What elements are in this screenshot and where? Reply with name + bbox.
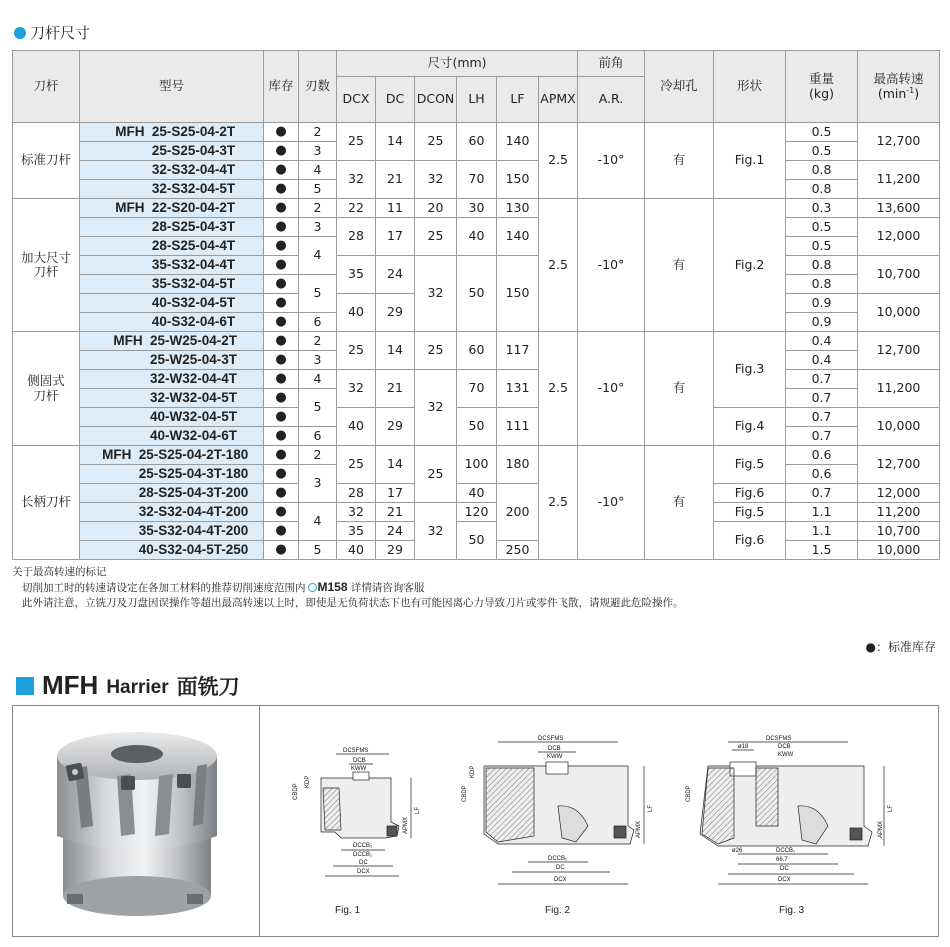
fig2-label-dccb1: DCCB₁ bbox=[548, 856, 568, 862]
weight-cell: 0.7 bbox=[786, 389, 858, 408]
panel-divider bbox=[259, 706, 260, 936]
lh-cell: 50 bbox=[457, 408, 497, 446]
lf-cell: 180 bbox=[497, 446, 539, 484]
weight-cell: 0.8 bbox=[786, 275, 858, 294]
weight-cell: 1.1 bbox=[786, 503, 858, 522]
apmx-cell: 2.5 bbox=[539, 332, 578, 446]
speed-cell: 10,700 bbox=[858, 256, 940, 294]
fig3-label-dia18: ø18 bbox=[738, 744, 749, 750]
lf-cell: 150 bbox=[497, 256, 539, 332]
dc-cell: 17 bbox=[376, 484, 415, 503]
dc-cell: 29 bbox=[376, 294, 415, 332]
dc-cell: 21 bbox=[376, 503, 415, 522]
coolant-cell: 有 bbox=[645, 446, 714, 560]
fig1-label-dcx: DCX bbox=[357, 869, 370, 875]
teeth-cell: 4 bbox=[299, 370, 337, 389]
group-standard bbox=[13, 123, 940, 199]
dcx-cell: 40 bbox=[337, 408, 376, 446]
weight-cell: 0.5 bbox=[786, 237, 858, 256]
lf-cell: 111 bbox=[497, 408, 539, 446]
model-cell: 35-S32-04-5T bbox=[80, 275, 264, 294]
fig2-label-dcx: DCX bbox=[554, 877, 567, 883]
model-cell: 40-W32-04-6T bbox=[80, 427, 264, 446]
fig1-drawing bbox=[281, 726, 431, 896]
dcx-cell: 25 bbox=[337, 123, 376, 161]
fig3-label-dc: DC bbox=[780, 866, 789, 872]
table-header bbox=[13, 51, 940, 123]
holder-type: 加大尺寸刀杆 bbox=[13, 199, 80, 332]
fig3-label-dcb: DCB bbox=[778, 744, 791, 750]
ar-cell: -10° bbox=[578, 123, 645, 199]
stock-mark: ● bbox=[264, 123, 299, 142]
note-speed-reference: 切削加工时的转速请设定在各加工材料的推荐切削速度范围内 M158 详情请咨询客服 bbox=[22, 580, 425, 594]
dcx-cell: 32 bbox=[337, 503, 376, 522]
dcon-cell: 32 bbox=[415, 256, 457, 332]
stock-mark: ● bbox=[264, 446, 299, 465]
weight-cell: 0.4 bbox=[786, 351, 858, 370]
apmx-cell: 2.5 bbox=[539, 123, 578, 199]
fig3-label-cbdp: CBDP bbox=[686, 785, 692, 802]
fig-cell: Fig.1 bbox=[714, 123, 786, 199]
figure-panel bbox=[12, 705, 939, 937]
speed-cell: 12,700 bbox=[858, 446, 940, 484]
teeth-cell: 3 bbox=[299, 218, 337, 237]
lf-cell: 150 bbox=[497, 161, 539, 199]
col-apmx: APMX bbox=[539, 77, 578, 123]
dcx-cell: 35 bbox=[337, 256, 376, 294]
speed-cell: 11,200 bbox=[858, 503, 940, 522]
stock-mark: ● bbox=[264, 256, 299, 275]
stock-mark: ● bbox=[264, 522, 299, 541]
table-row bbox=[13, 503, 940, 522]
teeth-cell: 6 bbox=[299, 427, 337, 446]
dc-cell: 14 bbox=[376, 446, 415, 484]
fig3-label-dcx: DCX bbox=[778, 877, 791, 883]
holder-type: 侧固式刀杆 bbox=[13, 332, 80, 446]
fig1-label-apmx: APMX bbox=[403, 816, 409, 834]
dcon-cell: 25 bbox=[415, 123, 457, 161]
weight-cell: 0.8 bbox=[786, 161, 858, 180]
model-cell: 32-W32-04-5T bbox=[80, 389, 264, 408]
table-row bbox=[13, 370, 940, 389]
model-cell: MFH 22-S20-04-2T bbox=[80, 199, 264, 218]
dc-cell: 14 bbox=[376, 332, 415, 370]
model-cell: 40-W32-04-5T bbox=[80, 408, 264, 427]
stock-mark: ● bbox=[264, 161, 299, 180]
weight-cell: 0.3 bbox=[786, 199, 858, 218]
fig1-label-kww: KWW bbox=[351, 766, 367, 772]
fig2-drawing bbox=[458, 726, 658, 896]
speed-cell: 10,700 bbox=[858, 522, 940, 541]
holder-type: 长柄刀杆 bbox=[13, 446, 80, 560]
ar-cell: -10° bbox=[578, 446, 645, 560]
fig2-label-lf: LF bbox=[648, 804, 654, 812]
model-cell: 28-S25-04-4T bbox=[80, 237, 264, 256]
dcx-cell: 32 bbox=[337, 161, 376, 199]
table-row bbox=[13, 408, 940, 427]
coolant-cell: 有 bbox=[645, 123, 714, 199]
holder-type: 标准刀杆 bbox=[13, 123, 80, 199]
fig1-caption: Fig. 1 bbox=[335, 905, 361, 916]
stock-mark: ● bbox=[264, 370, 299, 389]
model-cell: MFH 25-S25-04-2T-180 bbox=[80, 446, 264, 465]
stock-mark: ● bbox=[264, 275, 299, 294]
stock-mark: ● bbox=[264, 142, 299, 161]
stock-mark: ● bbox=[264, 199, 299, 218]
dc-cell: 21 bbox=[376, 161, 415, 199]
col-lh: LH bbox=[457, 77, 497, 123]
lf-cell: 130 bbox=[497, 199, 539, 218]
table-row bbox=[13, 161, 940, 180]
dcx-cell: 22 bbox=[337, 199, 376, 218]
dcx-cell: 28 bbox=[337, 484, 376, 503]
weight-cell: 0.9 bbox=[786, 313, 858, 332]
dc-cell: 24 bbox=[376, 522, 415, 541]
dcx-cell: 35 bbox=[337, 522, 376, 541]
table-row bbox=[13, 123, 940, 142]
coolant-cell: 有 bbox=[645, 199, 714, 332]
teeth-cell: 5 bbox=[299, 275, 337, 313]
stock-mark: ● bbox=[264, 503, 299, 522]
col-stock: 库存 bbox=[264, 51, 299, 123]
weight-cell: 0.5 bbox=[786, 218, 858, 237]
dc-cell: 14 bbox=[376, 123, 415, 161]
weight-cell: 0.9 bbox=[786, 294, 858, 313]
col-dcx: DCX bbox=[337, 77, 376, 123]
dcon-cell: 25 bbox=[415, 218, 457, 256]
lh-cell: 60 bbox=[457, 123, 497, 161]
product-title bbox=[16, 670, 240, 701]
note-warning: 此外请注意，立铣刀及刀盘因误操作等超出最高转速以上时，即使是无负荷状态下也有可能因离心力导致刀片或零件飞散，请规避此危险操作。 bbox=[22, 597, 684, 609]
table-row bbox=[13, 332, 940, 351]
model-cell: MFH 25-W25-04-2T bbox=[80, 332, 264, 351]
fig3-label-dccb1: DCCB₁ bbox=[776, 848, 796, 854]
bullet-dot-icon bbox=[14, 27, 26, 39]
teeth-cell: 2 bbox=[299, 199, 337, 218]
note-heading: 关于最高转速的标记 bbox=[12, 566, 107, 578]
stock-mark: ● bbox=[264, 332, 299, 351]
lh-cell: 100 bbox=[457, 446, 497, 484]
model-cell: 25-W25-04-3T bbox=[80, 351, 264, 370]
stock-mark: ● bbox=[264, 294, 299, 313]
stock-mark: ● bbox=[264, 427, 299, 446]
table-row bbox=[13, 256, 940, 275]
col-dcon: DCON bbox=[415, 77, 457, 123]
dcx-cell: 40 bbox=[337, 294, 376, 332]
weight-cell: 1.5 bbox=[786, 541, 858, 560]
fig1-label-dc: DC bbox=[359, 860, 368, 866]
model-cell: 28-S25-04-3T-200 bbox=[80, 484, 264, 503]
col-lf: LF bbox=[497, 77, 539, 123]
table-row bbox=[13, 218, 940, 237]
col-weight: 重量 (kg) bbox=[786, 51, 858, 123]
fig3-label-kww: KWW bbox=[778, 752, 794, 758]
col-dims: 尺寸(mm) bbox=[337, 51, 578, 77]
stock-mark: ● bbox=[264, 237, 299, 256]
section-title: 刀杆尺寸 bbox=[30, 24, 91, 42]
speed-cell: 13,600 bbox=[858, 199, 940, 218]
teeth-cell: 4 bbox=[299, 161, 337, 180]
col-shape: 形状 bbox=[714, 51, 786, 123]
weight-cell: 0.6 bbox=[786, 465, 858, 484]
fig3-label-dcsfms: DCSFMS bbox=[766, 736, 792, 742]
model-cell: 35-S32-04-4T bbox=[80, 256, 264, 275]
table-row bbox=[13, 199, 940, 218]
lf-cell: 140 bbox=[497, 123, 539, 161]
weight-cell: 0.7 bbox=[786, 408, 858, 427]
dc-cell: 29 bbox=[376, 408, 415, 446]
dc-cell: 29 bbox=[376, 541, 415, 560]
teeth-cell: 4 bbox=[299, 237, 337, 275]
weight-cell: 0.7 bbox=[786, 427, 858, 446]
table-row bbox=[13, 522, 940, 541]
teeth-cell: 3 bbox=[299, 465, 337, 503]
model-cell: 25-S25-04-3T-180 bbox=[80, 465, 264, 484]
dcx-cell: 28 bbox=[337, 218, 376, 256]
teeth-cell: 6 bbox=[299, 313, 337, 332]
dcon-cell: 20 bbox=[415, 199, 457, 218]
model-cell: 40-S32-04-5T-250 bbox=[80, 541, 264, 560]
product-name: Harrier bbox=[106, 676, 169, 698]
stock-mark: ● bbox=[264, 313, 299, 332]
col-maxspeed: 最高转速 $(\min^{-1})$ bbox=[858, 51, 940, 123]
page-reference-icon bbox=[308, 583, 317, 592]
col-dc: DC bbox=[376, 77, 415, 123]
ar-cell: -10° bbox=[578, 199, 645, 332]
dc-cell: 21 bbox=[376, 370, 415, 408]
fig3-label-dia26: ø26 bbox=[732, 848, 743, 854]
apmx-cell: 2.5 bbox=[539, 199, 578, 332]
fig3-label-lf: LF bbox=[888, 804, 894, 812]
dcon-cell: 25 bbox=[415, 332, 457, 370]
stock-mark: ● bbox=[264, 465, 299, 484]
stock-legend: ●：标准库存 bbox=[865, 640, 936, 654]
apmx-cell: 2.5 bbox=[539, 446, 578, 560]
dc-cell: 11 bbox=[376, 199, 415, 218]
weight-cell: 0.7 bbox=[786, 484, 858, 503]
model-cell: 40-S32-04-6T bbox=[80, 313, 264, 332]
fig1-label-lf: LF bbox=[415, 806, 421, 814]
dcx-cell: 25 bbox=[337, 446, 376, 484]
lh-cell: 40 bbox=[457, 484, 497, 503]
group-side-lock bbox=[13, 332, 940, 446]
dcon-cell: 32 bbox=[415, 370, 457, 446]
model-cell: MFH 25-S25-04-2T bbox=[80, 123, 264, 142]
footnotes bbox=[12, 565, 684, 611]
fig3-drawing bbox=[678, 726, 903, 896]
lh-cell: 30 bbox=[457, 199, 497, 218]
dcon-cell: 32 bbox=[415, 503, 457, 560]
lf-cell: 117 bbox=[497, 332, 539, 370]
dcx-cell: 32 bbox=[337, 370, 376, 408]
fig3-label-apmx: APMX bbox=[878, 820, 884, 838]
weight-cell: 0.8 bbox=[786, 256, 858, 275]
fig-cell: Fig.3 bbox=[714, 332, 786, 408]
weight-cell: 0.8 bbox=[786, 180, 858, 199]
fig2-label-dcb: DCB bbox=[548, 746, 561, 752]
stock-mark: ● bbox=[264, 408, 299, 427]
model-cell: 32-S32-04-5T bbox=[80, 180, 264, 199]
fig1-label-kdp: KDP bbox=[305, 775, 311, 788]
speed-cell: 11,200 bbox=[858, 161, 940, 199]
weight-cell: 0.4 bbox=[786, 332, 858, 351]
fig-cell: Fig.2 bbox=[714, 199, 786, 332]
stock-mark: ● bbox=[264, 218, 299, 237]
table-row bbox=[13, 484, 940, 503]
col-rake: 前角 bbox=[578, 51, 645, 77]
lh-cell: 40 bbox=[457, 218, 497, 256]
speed-cell: 12,000 bbox=[858, 484, 940, 503]
weight-cell: 0.7 bbox=[786, 370, 858, 389]
coolant-cell: 有 bbox=[645, 332, 714, 446]
model-cell: 40-S32-04-5T bbox=[80, 294, 264, 313]
fig1-label-dcsfms: DCSFMS bbox=[343, 748, 369, 754]
teeth-cell: 4 bbox=[299, 503, 337, 541]
weight-cell: 0.6 bbox=[786, 446, 858, 465]
lh-cell: 50 bbox=[457, 256, 497, 332]
teeth-cell: 2 bbox=[299, 446, 337, 465]
col-coolant: 冷却孔 bbox=[645, 51, 714, 123]
speed-cell: 12,700 bbox=[858, 123, 940, 161]
lh-cell: 120 bbox=[457, 503, 497, 522]
stock-mark: ● bbox=[264, 180, 299, 199]
col-teeth: 刃数 bbox=[299, 51, 337, 123]
fig2-label-kww: KWW bbox=[547, 754, 563, 760]
fig-cell: Fig.6 bbox=[714, 522, 786, 560]
weight-cell: 0.5 bbox=[786, 123, 858, 142]
speed-cell: 10,000 bbox=[858, 541, 940, 560]
lh-cell: 50 bbox=[457, 522, 497, 560]
title-square-icon bbox=[16, 677, 34, 695]
dcon-cell: 25 bbox=[415, 446, 457, 503]
fig-cell: Fig.6 bbox=[714, 484, 786, 503]
teeth-cell: 5 bbox=[299, 541, 337, 560]
speed-cell: 12,000 bbox=[858, 218, 940, 256]
weight-cell: 0.5 bbox=[786, 142, 858, 161]
lh-cell: 60 bbox=[457, 332, 497, 370]
fig2-label-dcsfms: DCSFMS bbox=[538, 736, 564, 742]
fig2-label-dc: DC bbox=[556, 865, 565, 871]
model-cell: 32-W32-04-4T bbox=[80, 370, 264, 389]
teeth-cell: 3 bbox=[299, 351, 337, 370]
speed-cell: 11,200 bbox=[858, 370, 940, 408]
stock-mark: ● bbox=[264, 351, 299, 370]
teeth-cell: 2 bbox=[299, 332, 337, 351]
teeth-cell: 5 bbox=[299, 180, 337, 199]
fig1-label-dccb1: DCCB₁ bbox=[353, 852, 373, 858]
col-ar: A.R. bbox=[578, 77, 645, 123]
lf-cell: 140 bbox=[497, 218, 539, 256]
group-oversize bbox=[13, 199, 940, 332]
model-cell: 32-S32-04-4T bbox=[80, 161, 264, 180]
fig3-label-66-7: 66.7 bbox=[776, 857, 788, 863]
page-reference-link[interactable]: M158 bbox=[317, 580, 348, 594]
fig3-caption: Fig. 3 bbox=[779, 905, 805, 916]
product-type: 面铣刀 bbox=[176, 674, 240, 699]
fig-cell: Fig.5 bbox=[714, 446, 786, 484]
lf-cell: 200 bbox=[497, 484, 539, 541]
lf-cell: 131 bbox=[497, 370, 539, 408]
fig2-label-cbdp: CBDP bbox=[462, 785, 468, 802]
group-long-shank bbox=[13, 446, 940, 560]
speed-cell: 12,700 bbox=[858, 332, 940, 370]
lf-cell: 250 bbox=[497, 541, 539, 560]
teeth-cell: 3 bbox=[299, 142, 337, 161]
teeth-cell: 2 bbox=[299, 123, 337, 142]
face-mill-photo bbox=[27, 716, 247, 928]
fig2-label-kdp: KDP bbox=[470, 765, 476, 778]
model-cell: 35-S32-04-4T-200 bbox=[80, 522, 264, 541]
speed-cell: 10,000 bbox=[858, 294, 940, 332]
lh-cell: 70 bbox=[457, 370, 497, 408]
fig1-label-dcb: DCB bbox=[353, 758, 366, 764]
spec-table bbox=[12, 50, 940, 560]
speed-cell: 10,000 bbox=[858, 408, 940, 446]
dcon-cell: 32 bbox=[415, 161, 457, 199]
weight-cell: 1.1 bbox=[786, 522, 858, 541]
fig2-caption: Fig. 2 bbox=[545, 905, 571, 916]
fig-cell: Fig.4 bbox=[714, 408, 786, 446]
section-heading bbox=[14, 22, 90, 43]
col-model: 型号 bbox=[80, 51, 264, 123]
dcx-cell: 40 bbox=[337, 541, 376, 560]
stock-mark: ● bbox=[264, 484, 299, 503]
fig-cell: Fig.5 bbox=[714, 503, 786, 522]
lh-cell: 70 bbox=[457, 161, 497, 199]
model-cell: 32-S32-04-4T-200 bbox=[80, 503, 264, 522]
col-holder: 刀杆 bbox=[13, 51, 80, 123]
table-row bbox=[13, 446, 940, 465]
ar-cell: -10° bbox=[578, 332, 645, 446]
fig1-label-dccb2: DCCB₂ bbox=[353, 843, 373, 849]
dc-cell: 17 bbox=[376, 218, 415, 256]
dc-cell: 24 bbox=[376, 256, 415, 294]
product-code: MFH bbox=[42, 670, 99, 700]
stock-mark: ● bbox=[264, 541, 299, 560]
teeth-cell: 5 bbox=[299, 389, 337, 427]
dcx-cell: 25 bbox=[337, 332, 376, 370]
stock-mark: ● bbox=[264, 389, 299, 408]
fig2-label-apmx: APMX bbox=[636, 820, 642, 838]
model-cell: 28-S25-04-3T bbox=[80, 218, 264, 237]
model-cell: 25-S25-04-3T bbox=[80, 142, 264, 161]
fig1-label-cbdp: CBDP bbox=[293, 783, 299, 800]
